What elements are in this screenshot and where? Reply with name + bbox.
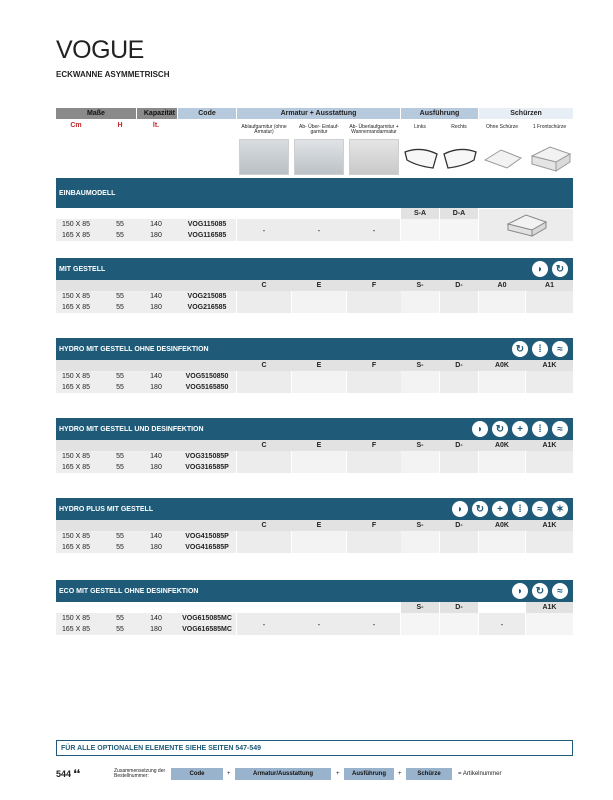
shower-icon: ◗	[452, 501, 468, 517]
legend-label: Zusammensetzung der Bestellnummer:	[114, 767, 166, 779]
pump-icon: ≈	[532, 501, 548, 517]
header-ausfuehrung: Ausführung	[401, 108, 478, 119]
col-header: A1	[545, 282, 554, 289]
col-header: A1K	[542, 442, 557, 449]
table-row: 165 X 85 55 180 VOG416585P	[61, 544, 229, 551]
col-header: F	[371, 282, 377, 289]
table-row: 150 X 85 55 140 VOG215085	[61, 293, 227, 300]
col-header: C	[261, 522, 267, 529]
hydro-icon: ↻	[472, 501, 488, 517]
col-header: C	[261, 442, 267, 449]
col-header: S-	[416, 282, 424, 289]
page-subtitle: ECKWANNE ASYMMETRISCH	[56, 70, 170, 79]
page-title: VOGUE	[56, 36, 144, 64]
light-icon: ✶	[552, 501, 568, 517]
col-header: F	[371, 522, 377, 529]
col-header: F	[371, 362, 377, 369]
jet-icon: ⁞	[532, 421, 548, 437]
unit-lt: lt.	[152, 122, 160, 129]
jet-icon: ⁞	[512, 501, 528, 517]
section-title: ECO MIT GESTELL OHNE DESINFEKTION	[56, 580, 573, 602]
col-header: C	[261, 282, 267, 289]
hydro-icon: ↻	[552, 261, 568, 277]
header-masse: Maße	[56, 108, 136, 119]
armatur-sub-1: Ablaufgarnitur (ohne Armatur)	[241, 124, 287, 136]
header-schuerzen: Schürzen	[479, 108, 573, 119]
col-s-a: S-A	[401, 208, 439, 219]
shower-icon: ◗	[532, 261, 548, 277]
table-row: 165 X 85 55 180 VOG116585	[61, 232, 227, 239]
table-row: 150 X 85 55 140 VOG615085MC	[61, 615, 232, 622]
pump-icon: ≈	[552, 341, 568, 357]
shower-icon: ◗	[472, 421, 488, 437]
col-header: E	[316, 362, 322, 369]
legend-result: = Artikelnummer	[458, 771, 502, 777]
ablauf-image	[239, 139, 289, 175]
table-row: 165 X 85 55 180 VOG5165850	[61, 384, 229, 391]
tub-left-image	[403, 144, 439, 172]
col-header: D-	[455, 362, 463, 369]
col-header: F	[371, 442, 377, 449]
col-header: C	[261, 362, 267, 369]
header-armatur: Armatur + Ausstattung	[237, 108, 400, 119]
legend-schuerze: Schürze	[406, 768, 452, 780]
col-header: S-	[416, 522, 424, 529]
section-title: HYDRO MIT GESTELL UND DESINFEKTION	[56, 418, 573, 440]
col-d-a: D-A	[440, 208, 478, 219]
section-title: HYDRO MIT GESTELL OHNE DESINFEKTION	[56, 338, 573, 360]
col-header: A0	[497, 282, 507, 289]
armatur-sub-2: Ab- Über- Einlauf-garnitur	[298, 124, 339, 136]
pump-icon: ≈	[552, 583, 568, 599]
table-row: 165 X 85 55 180 VOG216585	[61, 304, 227, 311]
ausfuehrung-sub-rechts: Rechts	[451, 124, 467, 130]
col-header: E	[316, 442, 322, 449]
hydro-icon: ↻	[512, 341, 528, 357]
schuerzen-sub-front: 1 Frontschürze	[532, 124, 567, 130]
col-header: D-	[455, 522, 463, 529]
col-header: D-	[455, 442, 463, 449]
table-row: 165 X 85 55 180 VOG616585MC	[61, 626, 232, 633]
ausfuehrung-sub-links: Links	[414, 124, 426, 130]
schuerzen-sub-ohne: Ohne Schürze	[486, 124, 518, 130]
table-row: 150 X 85 55 140 VOG315085P	[61, 453, 229, 460]
jet-icon: ⁞	[532, 341, 548, 357]
section-title: HYDRO PLUS MIT GESTELL	[56, 498, 573, 520]
tub-no-apron-image	[481, 146, 523, 172]
armatur-image	[349, 139, 399, 175]
col-header: A1K	[542, 522, 557, 529]
tub-right-image	[442, 144, 478, 172]
col-header: E	[316, 282, 322, 289]
optional-elements-note: FÜR ALLE OPTIONALEN ELEMENTE SIEHE SEITEN 547-549	[56, 740, 573, 756]
section-title: MIT GESTELL	[56, 258, 573, 280]
shower-icon: ◗	[512, 583, 528, 599]
col-header: A0K	[494, 442, 509, 449]
unit-cm: Cm	[70, 122, 82, 129]
col-header: E	[316, 522, 322, 529]
hydro-icon: ↻	[492, 421, 508, 437]
pump-icon: ≈	[552, 421, 568, 437]
table-row: 165 X 85 55 180 VOG316585P	[61, 464, 229, 471]
disinfection-icon: +	[512, 421, 528, 437]
disinfection-icon: +	[492, 501, 508, 517]
table-row: 150 X 85 55 140 VOG115085	[61, 221, 227, 228]
armatur-sub-3: Ab- Überlaufgarnitur + Wannenrandarmatur	[349, 124, 399, 136]
page-number: 544 ❛❛	[56, 768, 80, 780]
table-row: 150 X 85 55 140 VOG415085P	[61, 533, 229, 540]
col-header: D-	[455, 282, 463, 289]
header-code: Code	[178, 108, 236, 119]
section-title: EINBAUMODELL	[56, 178, 573, 208]
col-header: A1K	[542, 362, 557, 369]
unit-h: H	[117, 122, 123, 129]
table-header	[56, 108, 573, 178]
hydro-icon: ↻	[532, 583, 548, 599]
col-header: S-	[416, 442, 424, 449]
legend-armatur: Armatur/Ausstattung	[235, 768, 331, 780]
header-kapazitaet: Kapazität	[137, 108, 177, 119]
tub-front-apron-image	[528, 144, 572, 174]
legend-ausfuehrung: Ausführung	[344, 768, 394, 780]
col-header: A0K	[494, 362, 509, 369]
legend-code: Code	[171, 768, 223, 780]
einlauf-image	[294, 139, 344, 175]
col-header: S-	[416, 362, 424, 369]
col-header: A0K	[494, 522, 509, 529]
table-row: 150 X 85 55 140 VOG5150850	[61, 373, 229, 380]
